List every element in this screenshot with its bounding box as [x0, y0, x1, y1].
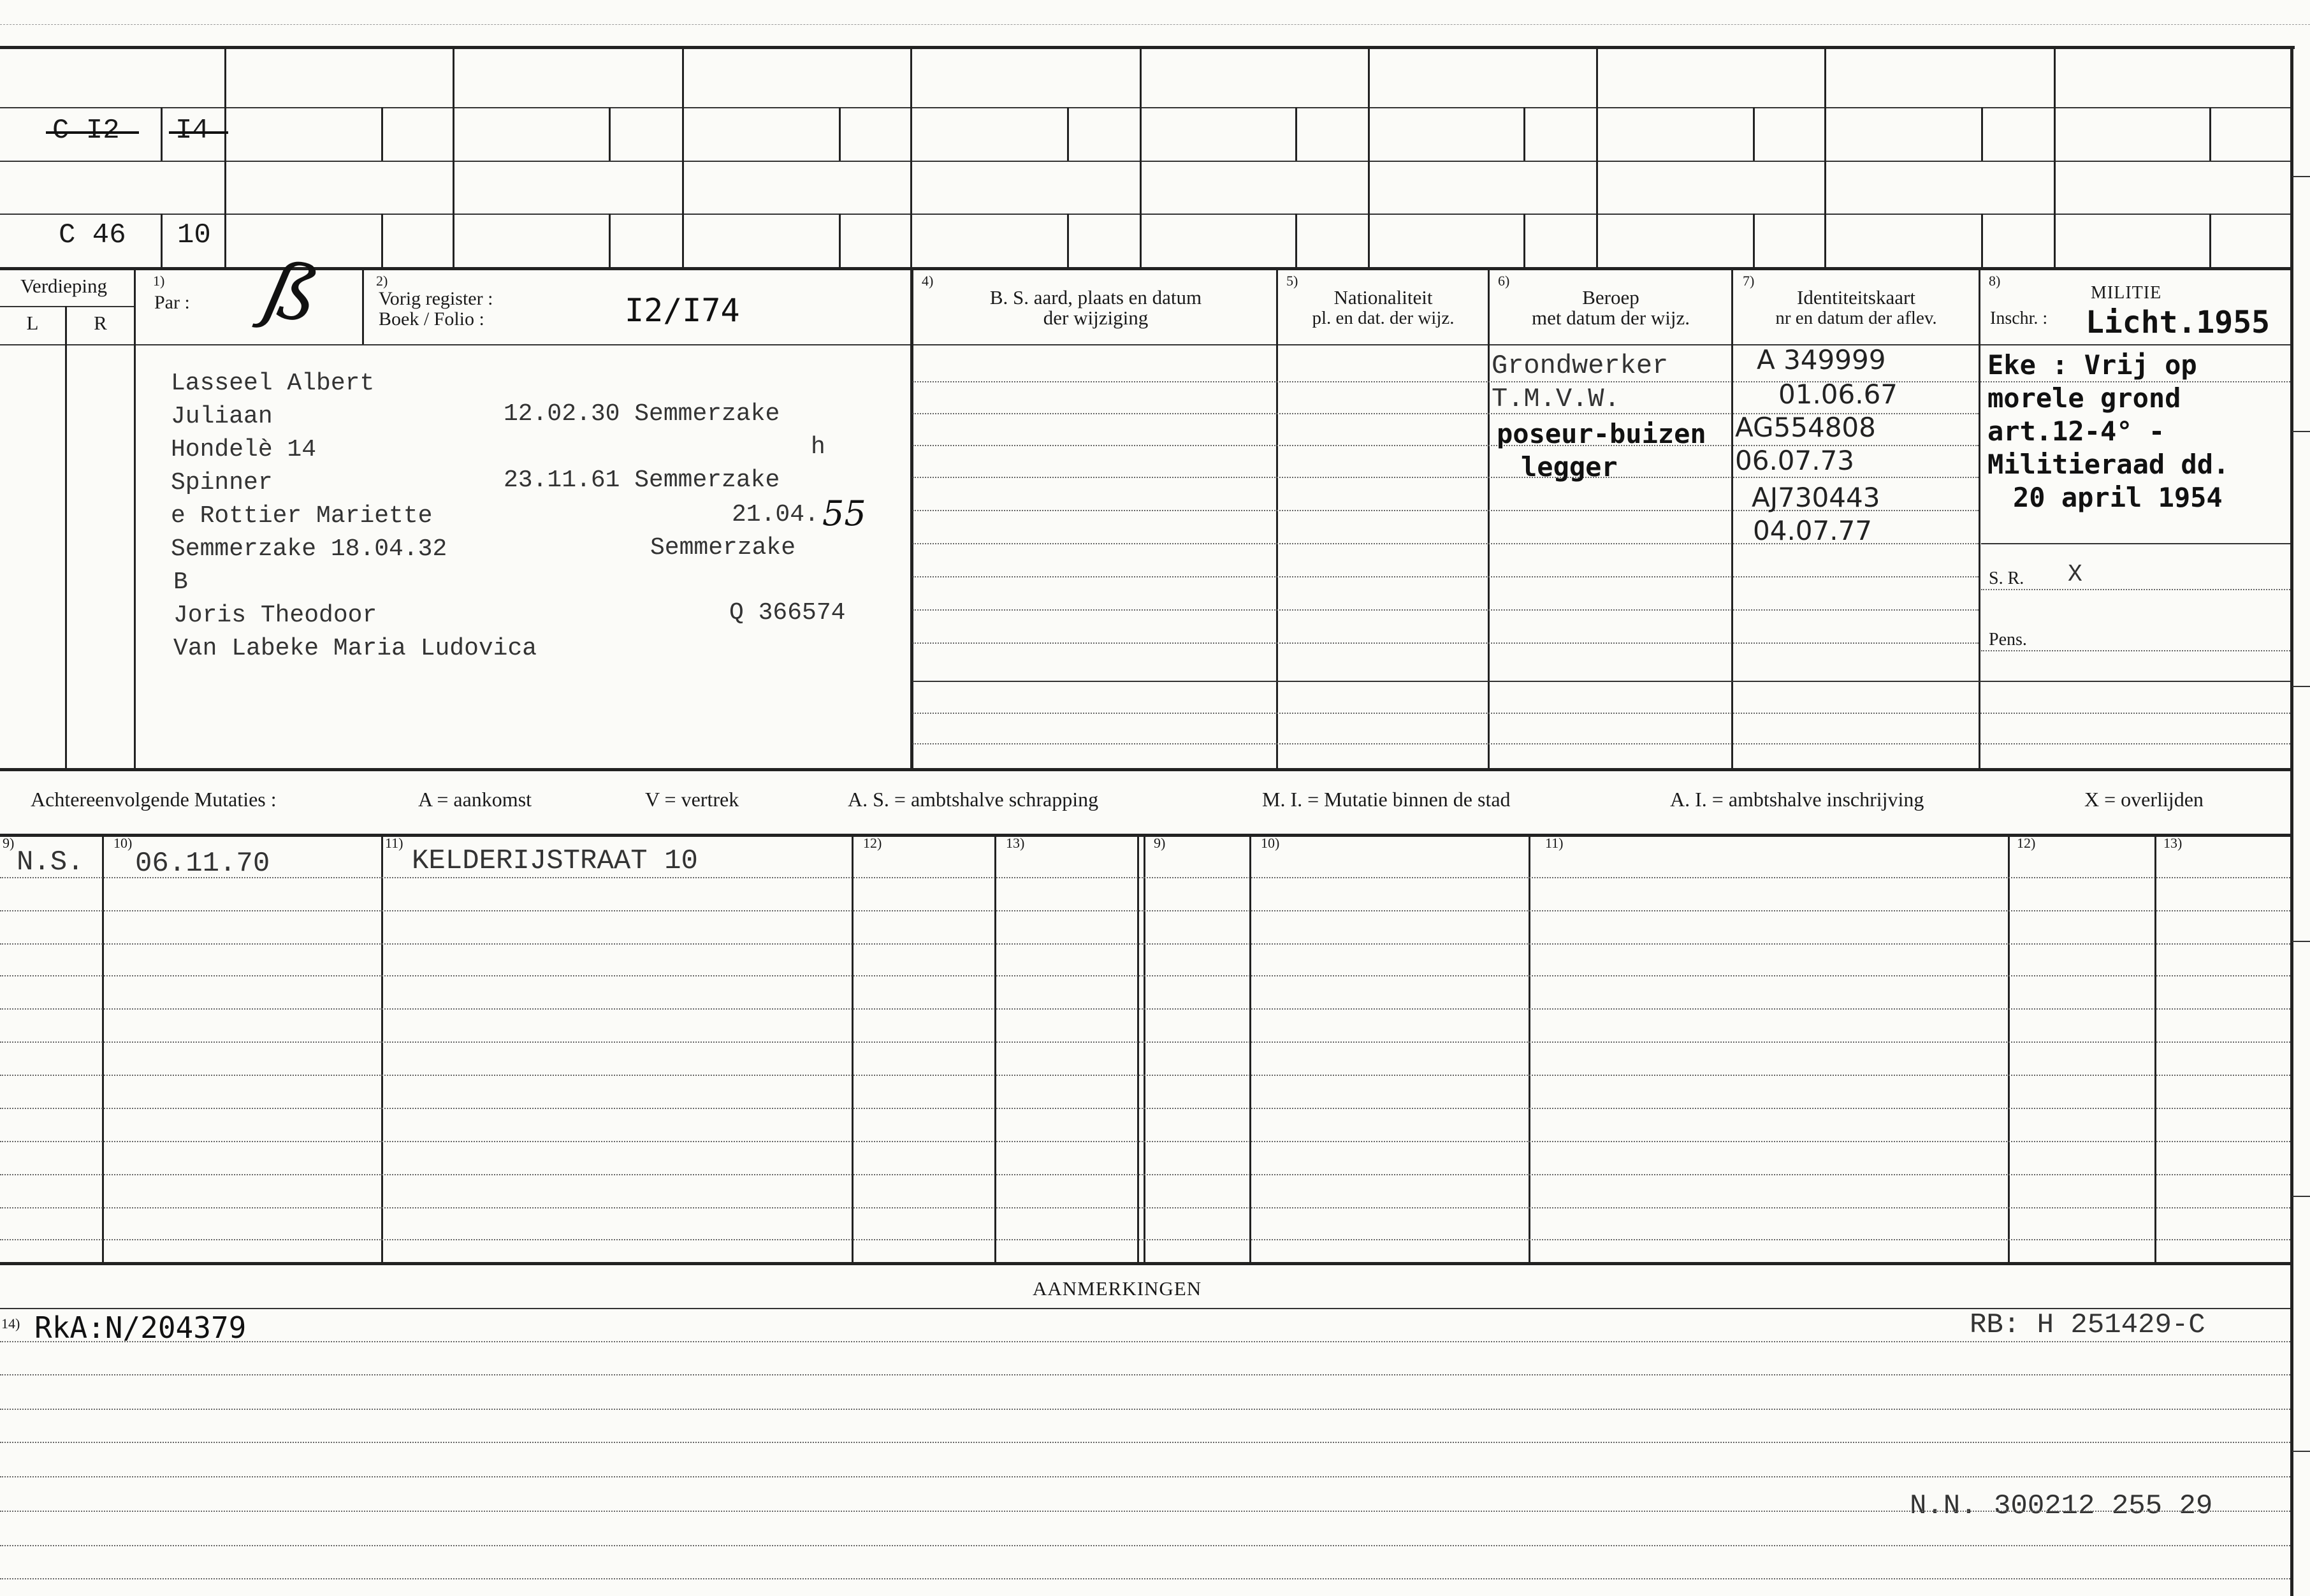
- section-border: [0, 768, 2290, 771]
- ruled-line: [0, 1578, 2290, 1579]
- grid-line: [1753, 214, 1755, 267]
- col-number: 1): [153, 273, 165, 289]
- grid-line: [2054, 46, 2056, 267]
- grid-line: [0, 107, 2290, 108]
- mutatie-address: KELDERIJSTRAAT 10: [412, 845, 698, 877]
- col-line: [910, 267, 913, 768]
- par-handwritten-mark: ß: [258, 244, 326, 342]
- ruled-line: [0, 1341, 2290, 1342]
- legend-item: M. I. = Mutatie binnen de stad: [1262, 788, 1511, 811]
- col-line: [134, 267, 136, 768]
- grid-line: [609, 214, 611, 267]
- ruled-line: [0, 1207, 2290, 1208]
- aanmerkingen-title: AANMERKINGEN: [1033, 1277, 1202, 1300]
- col-number: 11): [1545, 835, 1564, 851]
- grid-line: [0, 214, 2290, 215]
- old-code-value: C I2: [52, 115, 120, 147]
- person-line: B: [173, 569, 188, 596]
- militie-line: Eke : Vrij op: [1987, 349, 2197, 381]
- legend-title: Achtereenvolgende Mutaties :: [31, 788, 277, 811]
- col-number: 8): [1989, 273, 2001, 289]
- pens-label: Pens.: [1989, 630, 2027, 649]
- col-line: [1731, 267, 1733, 768]
- militie-line: morele grond: [1987, 382, 2181, 414]
- grid-line: [1067, 214, 1069, 267]
- col-number: 7): [1743, 273, 1755, 289]
- left-label: L: [26, 312, 39, 334]
- legend-item: A. S. = ambtshalve schrapping: [848, 788, 1099, 811]
- col-number: 12): [2017, 835, 2036, 851]
- grid-line: [1753, 107, 1755, 161]
- rb-number: RB: H 251429-C: [1970, 1309, 2205, 1341]
- id-line: AG554808: [1735, 412, 1876, 443]
- col-line: [1529, 834, 1530, 1262]
- col-number: 6): [1498, 273, 1510, 289]
- ruled-line: [913, 743, 2290, 744]
- grid-line: [839, 107, 841, 161]
- margin-tick: [2292, 176, 2310, 177]
- legend-item: V = vertrek: [645, 788, 739, 811]
- beroep-line: poseur-buizen: [1497, 418, 1706, 449]
- header-top-border: [0, 267, 2290, 270]
- ruled-line: [913, 477, 1979, 478]
- grid-line: [1067, 107, 1069, 161]
- col-line: [65, 306, 67, 768]
- person-line: Joris Theodoor: [173, 602, 377, 629]
- ruled-line: [913, 713, 2290, 714]
- grid-line: [1140, 46, 1142, 267]
- militie-line: 20 april 1954: [2013, 482, 2223, 513]
- person-handwritten-year: 55: [822, 493, 866, 533]
- person-line: Q 366574: [729, 599, 846, 627]
- grid-line: [0, 161, 2290, 162]
- col-number: 13): [2163, 835, 2183, 851]
- grid-line: [1596, 46, 1598, 267]
- col-line: [852, 834, 854, 1262]
- beroep-line: T.M.V.W.: [1492, 384, 1620, 414]
- col-number: 13): [1006, 835, 1025, 851]
- ruled-line: [913, 642, 1979, 644]
- grid-line: [161, 107, 163, 161]
- grid-line: [2209, 214, 2211, 267]
- col-line: [1137, 834, 1139, 1262]
- col-line: [1144, 834, 1145, 1262]
- militie-line: Militieraad dd.: [1987, 449, 2230, 480]
- col-number: 10): [1261, 835, 1280, 851]
- ruled-line: [0, 943, 2290, 945]
- old-code: [52, 115, 120, 147]
- militie-line: art.12-4° -: [1987, 416, 2165, 447]
- militie-label: MILITIE: [2091, 283, 2162, 303]
- person-line: 21.04.: [732, 501, 819, 528]
- person-line: h: [811, 433, 825, 461]
- grid-line: [910, 46, 912, 267]
- col-line: [1979, 267, 1980, 768]
- col-number: 4): [922, 273, 934, 289]
- person-line: Semmerzake: [650, 534, 796, 562]
- sr-value: X: [2068, 561, 2082, 588]
- beroep-line: legger: [1521, 451, 1618, 482]
- ruled-line: [1981, 650, 2290, 651]
- sr-label: S. R.: [1989, 569, 2024, 588]
- vorig-register-label: Vorig register :: [379, 288, 493, 309]
- inschr-value: Licht.1955: [2086, 305, 2270, 340]
- id-line: 04.07.77: [1753, 515, 1873, 546]
- ruled-line: [1981, 543, 2290, 544]
- legend-item: A. I. = ambtshalve inschrijving: [1670, 788, 1924, 811]
- ruled-line: [0, 1174, 2290, 1175]
- rka-number: RkA:N/204379: [34, 1310, 247, 1345]
- ruled-line: [913, 576, 1979, 577]
- right-border: [2290, 46, 2293, 1596]
- ruled-line: [0, 975, 2290, 976]
- top-edge-line: [0, 24, 2310, 25]
- col-line: [994, 834, 996, 1262]
- ruled-line: [0, 1409, 2290, 1410]
- person-line: Lasseel Albert: [171, 370, 375, 397]
- id-line: 01.06.67: [1778, 379, 1898, 410]
- grid-line: [1824, 46, 1826, 267]
- nn-number: N.N. 300212 255 29: [1910, 1490, 2213, 1522]
- beroep-line: Grondwerker: [1492, 351, 1669, 381]
- person-line: Van Labeke Maria Ludovica: [173, 635, 537, 662]
- id-line: 06.07.73: [1735, 445, 1855, 476]
- ruled-line: [0, 1075, 2290, 1076]
- old-code-b: [175, 115, 209, 147]
- folio-value: I2/I74: [625, 292, 740, 329]
- grid-line: [839, 214, 841, 267]
- ruled-line: [0, 877, 2290, 878]
- ruled-line: [0, 1442, 2290, 1443]
- grid-line: [161, 214, 163, 267]
- bs-header-line1: B. S. aard, plaats en datum: [989, 286, 1202, 308]
- current-code-b: 10: [177, 219, 211, 251]
- ruled-line: [0, 1476, 2290, 1477]
- grid-line: [1981, 107, 1983, 161]
- table-top-border: [0, 46, 2295, 49]
- verdieping-label: Verdieping: [20, 275, 108, 297]
- ruled-line: [0, 1141, 2290, 1142]
- beroep-header-line1: Beroep: [1582, 286, 1639, 308]
- ruled-line: [0, 1511, 2290, 1512]
- col-number: 9): [1154, 835, 1166, 851]
- nat-header-line2: pl. en dat. der wijz.: [1312, 308, 1455, 328]
- ruled-line: [0, 910, 2290, 911]
- col-line: [381, 834, 383, 1262]
- id-header-line1: Identiteitskaart: [1797, 286, 1915, 308]
- margin-tick: [2292, 1196, 2310, 1197]
- person-line: Spinner: [171, 469, 273, 497]
- grid-line: [1523, 214, 1525, 267]
- margin-tick: [2292, 1451, 2310, 1452]
- legend-item: X = overlijden: [2084, 788, 2204, 811]
- par-label: Par :: [154, 292, 190, 313]
- ruled-line: [0, 1545, 2290, 1546]
- col-number: 11): [385, 835, 403, 851]
- person-line: Semmerzake 18.04.32: [171, 535, 447, 563]
- section-border: [0, 1262, 2290, 1265]
- ruled-line: [0, 1008, 2290, 1010]
- col-line: [1249, 834, 1251, 1262]
- id-header-line2: nr en datum der aflev.: [1775, 308, 1937, 328]
- old-code-b-value: I4: [175, 115, 209, 147]
- grid-line: [2209, 107, 2211, 161]
- right-label: R: [94, 312, 107, 334]
- grid-line: [1981, 214, 1983, 267]
- ruled-line: [913, 681, 2290, 682]
- col-number: 5): [1286, 273, 1298, 289]
- ruled-line: [0, 1374, 2290, 1375]
- col-line: [2154, 834, 2156, 1262]
- grid-line: [682, 46, 684, 267]
- boek-folio-label: Boek / Folio :: [379, 308, 484, 330]
- legend-item: A = aankomst: [418, 788, 532, 811]
- grid-line: [453, 46, 454, 267]
- col-number: 2): [376, 273, 388, 289]
- col-line: [362, 267, 364, 344]
- person-line: 12.02.30 Semmerzake: [504, 400, 780, 428]
- person-line: Hondelè 14: [171, 436, 317, 463]
- mutatie-code: N.S.: [17, 846, 84, 878]
- grid-line: [224, 46, 226, 267]
- col-number: 14): [1, 1316, 20, 1331]
- ruled-line: [0, 1108, 2290, 1109]
- margin-tick: [2292, 941, 2310, 942]
- grid-line: [381, 107, 383, 161]
- beroep-header-line2: met datum der wijz.: [1532, 307, 1690, 329]
- col-number: 9): [3, 835, 15, 851]
- mutatie-date: 06.11.70: [135, 848, 270, 880]
- col-line: [1488, 267, 1490, 768]
- person-line: Juliaan: [171, 403, 273, 430]
- header-bottom-border: [0, 344, 2290, 345]
- col-line: [2008, 834, 2010, 1262]
- margin-tick: [2292, 686, 2310, 687]
- grid-line: [1523, 107, 1525, 161]
- section-border: [0, 1308, 2290, 1309]
- nat-header-line1: Nationaliteit: [1333, 286, 1433, 308]
- col-line: [1276, 267, 1278, 768]
- grid-line: [0, 306, 134, 307]
- id-line: A 349999: [1757, 344, 1886, 375]
- grid-line: [609, 107, 611, 161]
- grid-line: [1295, 214, 1297, 267]
- person-line: e Rottier Mariette: [171, 502, 433, 530]
- inschr-label: Inschr. :: [1990, 308, 2048, 328]
- ruled-line: [0, 1239, 2290, 1240]
- col-number: 12): [863, 835, 882, 851]
- ruled-line: [1981, 589, 2290, 590]
- col-number: 10): [113, 835, 133, 851]
- grid-line: [1295, 107, 1297, 161]
- ruled-line: [0, 1041, 2290, 1043]
- grid-line: [381, 214, 383, 267]
- ruled-line: [913, 609, 1979, 611]
- grid-line: [1368, 46, 1370, 267]
- col-line: [102, 834, 104, 1262]
- person-line: 23.11.61 Semmerzake: [504, 467, 780, 494]
- current-code: C 46: [59, 219, 126, 251]
- margin-tick: [2292, 431, 2310, 432]
- id-line: AJ730443: [1752, 482, 1880, 513]
- bs-header-line2: der wijziging: [1043, 307, 1149, 329]
